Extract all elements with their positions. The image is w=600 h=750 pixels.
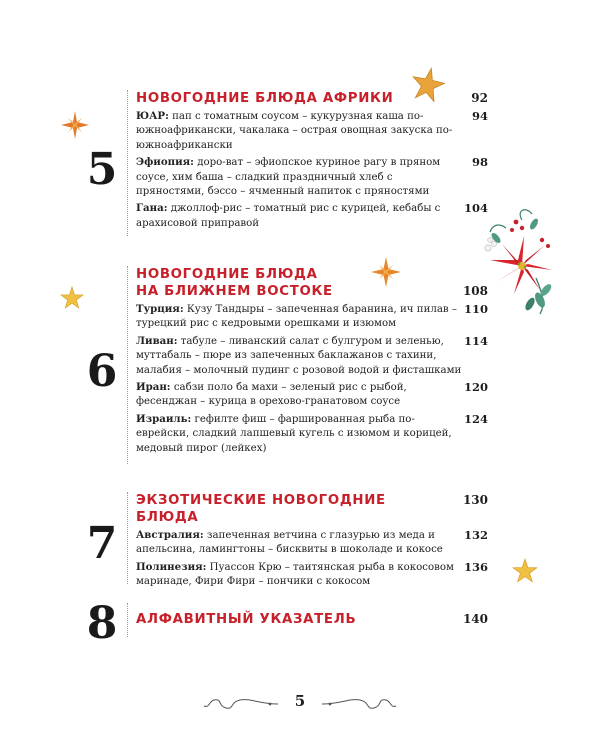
entry-country: Полинезия: (136, 560, 207, 573)
section-content (136, 90, 488, 231)
right-flourish-icon (320, 694, 400, 714)
entry-dishes: пап с томатным соусом – кукурузная каша по-южноафрикански, чакалака – острая овощная закуска по-южноафрикански (136, 111, 453, 151)
section-number: 8 (86, 598, 118, 649)
left-flourish-icon (200, 694, 280, 714)
toc-entry (136, 155, 488, 199)
entry-country: Гана: (136, 202, 168, 215)
entry-page-number: 104 (463, 201, 488, 216)
toc-entry (136, 412, 488, 456)
entry-page-number: 120 (463, 380, 488, 395)
section-number: 5 (86, 144, 118, 195)
section-title: АЛФАВИТНЫЙ УКАЗАТЕЛЬ (136, 612, 357, 627)
gold-star-icon (512, 558, 538, 584)
entry-dishes: табуле – ливанский салат с булгуром и зеленью, муттабаль – пюре из запеченных баклажанов с тахини, малабия – молочный пудинг с розовой водой и фисташками (136, 335, 462, 376)
entry-dishes: джоллоф-рис – томатный рис с курицей, кебабы с арахисовой приправой (136, 203, 441, 229)
section-number: 7 (86, 518, 118, 569)
section-title: ЭКЗОТИЧЕСКИЕ НОВОГОДНИЕ БЛЮДА (136, 493, 386, 525)
entry-country: ЮАР: (136, 110, 169, 122)
orange-sparkle-icon (60, 110, 90, 140)
entry-dishes: гефилте фиш – фаршированная рыба по-еврейски, сладкий лапшевый кугель с изюмом и корицей, медовый пирог (лейкех) (136, 413, 452, 454)
poinsettia-flower-icon (476, 208, 566, 318)
toc-entry (136, 302, 488, 332)
gold-star-icon (60, 286, 84, 310)
entry-country: Израиль: (136, 412, 192, 425)
section-divider (127, 266, 128, 464)
entry-page-number: 114 (463, 333, 488, 348)
entry-dishes: запеченная ветчина с глазурью из меда и апельсина, ламингтоны – бисквиты в шоколаде и кокосе (136, 530, 443, 556)
section-title-line-2: НА БЛИЖНЕМ ВОСТОКЕ (136, 284, 333, 299)
section-page-number: 92 (471, 91, 488, 105)
entry-dishes: сабзи поло ба махи – зеленый рис с рыбой, фесенджан – курица в орехово-гранатовом соусе (136, 382, 407, 408)
entry-dishes: Пуассон Крю – таитянская рыба в кокосовом маринаде, Фири Фири – пончики с кокосом (136, 561, 454, 588)
page-footer (0, 688, 600, 718)
entry-dishes: доро-ват – эфиопское куриное рагу в пряном соусе, хим баша – сладкий праздничный хлеб с пряностями, бэссо – ячменный напиток с пряностями (136, 157, 441, 198)
section-content (136, 492, 488, 590)
entry-page-number: 94 (471, 109, 488, 123)
section-page-number: 130 (462, 493, 488, 507)
toc-entry (136, 109, 488, 153)
toc-entry (136, 334, 488, 378)
entry-country: Эфиопия: (136, 156, 194, 169)
entry-page-number: 124 (463, 411, 488, 426)
section-page-number: 140 (462, 612, 488, 626)
entry-country: Турция: (136, 303, 184, 315)
toc-entry (136, 528, 488, 558)
toc-entry (136, 201, 488, 231)
section-heading-row (136, 492, 488, 526)
section-content (136, 266, 488, 456)
section-page-number: 108 (462, 284, 488, 298)
section-divider (127, 603, 128, 637)
section-heading-row (136, 611, 488, 628)
entry-page-number: 132 (463, 528, 488, 542)
section-content (136, 611, 488, 628)
entry-country: Ливан: (136, 334, 178, 347)
toc-entry (136, 560, 488, 590)
section-divider (127, 90, 128, 236)
toc-entry (136, 380, 488, 410)
section-title: НОВОГОДНИЕ БЛЮДА (136, 267, 318, 282)
section-divider (127, 492, 128, 584)
entry-country: Иран: (136, 381, 171, 394)
entry-country: Австралия: (136, 529, 204, 541)
entry-page-number: 98 (471, 155, 488, 170)
entry-page-number: 110 (463, 302, 488, 316)
section-title: НОВОГОДНИЕ БЛЮДА АФРИКИ (136, 91, 394, 106)
gold-star-icon (410, 66, 446, 102)
section-heading-row (136, 266, 488, 300)
orange-sparkle-icon (370, 256, 402, 288)
entry-dishes: Кузу Тандыры – запеченная баранина, ич пилав – турецкий рис с кедровыми орешками и изюмом (136, 304, 457, 330)
page-number: 5 (294, 692, 306, 710)
entry-page-number: 136 (463, 559, 488, 574)
section-number: 6 (86, 346, 118, 397)
